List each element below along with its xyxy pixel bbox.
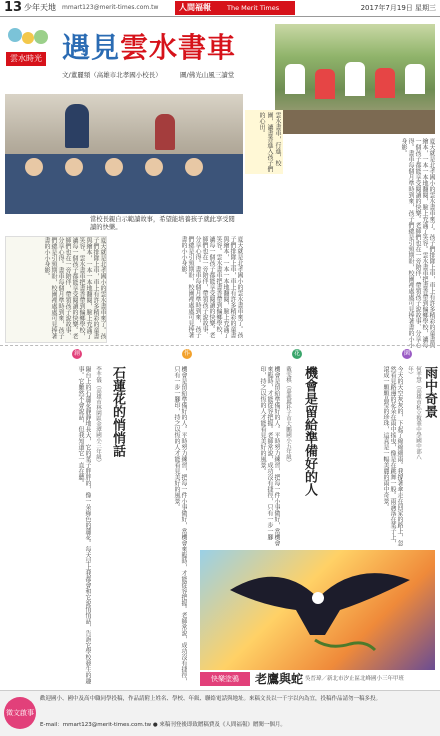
decor-circle-icon (8, 28, 22, 42)
story2-byline: 戴雯棋（嘉義縣朴子市大鵬國小五年級） (285, 366, 291, 465)
footer-text: 歡迎國小、國中及高中職同學投稿，作品請附上姓名、學校、年級、聯絡電話與地址。來稿文長以一千字以內為宜，投稿作品請勿一稿多投。 (40, 696, 382, 702)
story3-title: 石蓮花的悄悄話 (110, 366, 125, 457)
issue-date: 2017年7月19日 星期三 (360, 4, 436, 12)
feature-body-continued: 夏天就是北孝國小的雲水書車來了。孩子們排隊上車，車上有許多精彩的童書與繪本，一本一本地翻閱，臉上充滿了笑容。雲水書車把書香帶到偏鄉學校，讓每一個孩子都能享受閱讀的快樂。老師們也在一旁陪伴，帶領孩子說故事、分享心得。書車每個月準時到來，孩子們總是引頸期盼，校園裡處處可見捧著書的小小身影。 (180, 236, 243, 338)
art-byline: 吳晉瑋／新北市汐止區北峰國小三年甲班 (305, 676, 405, 682)
story3-body: 陽台上的石蓮花靜靜地長大，它的葉子胖胖的，像一朵綠色的蓮花。每天早上我都會和它說悄悄話，告訴它學校發生的趣事。它雖然不會說話，但我知道它一直在聽。 (77, 366, 91, 684)
story3-byline: 李芊儀（高雄市林園區金潭國小三年級） (95, 366, 101, 465)
photo-caption-top: 雲水書車，行進，校園，讓書香進入孩子們的心田。 (245, 110, 283, 174)
section-name: 少年天地 (24, 3, 56, 12)
byline-photo: 圖/佛光山風三讀堂 (180, 71, 235, 79)
creative-banner (0, 345, 440, 362)
story2-body: 機會是留給準備好的人。平時努力練習，把每一件小事做好，當機會來臨時，才能從容把握。老師常說，成功沒有捷徑，只有一步一腳印，持之以恆的人才能看見美好的風景。 (259, 366, 280, 546)
feature-badge: 雲水時光 (6, 26, 60, 72)
decor-circle-icon (22, 32, 34, 44)
story1-body: 今天的天空灰灰的，下起了綿綿細雨。我撐著傘走在回家的路上，忽然看見路邊的花朵在雨中搖曳，像是在跳舞一般。雨滴落在葉子上，滾成一顆顆晶瑩的珍珠，這真是一幅美麗的雨中奇景。 (382, 366, 403, 546)
banner-dot: 作 (183, 350, 190, 357)
footer-notice (0, 690, 440, 736)
story1-title: 雨中奇景 (422, 366, 437, 418)
feature-sidebar-text: 夏天就是北孝國小的雲水書車來了。孩子們排隊上車，車上有許多精彩的童書與繪本，一本一本地翻閱，臉上充滿了笑容。雲水書車把書香帶到偏鄉學校，讓每一個孩子都能享受閱讀的快樂。老師們也在一旁陪伴，帶領孩子說故事、分享心得。書車每個月準時到來，孩子們總是引頸期盼，校園裡處處可見捧著書的小小身影。 (5, 236, 107, 343)
eagle-icon (200, 550, 435, 670)
story1-byline: 何芊慧（高雄市私立復華中學國中部八年） (407, 366, 421, 460)
classroom-photo (5, 94, 243, 214)
masthead (0, 0, 440, 17)
contact-email: mmart123@merit-times.com.tw (62, 4, 159, 11)
banner-dot: 園 (403, 350, 410, 357)
story2-body-continued: 機會是留給準備好的人。平時努力練習，把每一件小事做好，當機會來臨時，才能從容把握。老師常說，成功沒有捷徑，只有一步一腳印，持之以恆的人才能看見美好的風景。 (173, 366, 187, 684)
feature-title: 遇見雲水書車 (62, 31, 237, 64)
photo-caption-bottom: 當校長親自示範讀故事，希望能培養孩子就此享受閱讀的快樂。 (90, 216, 235, 231)
byline-author: 文/董麗頻（高雄市北孝國小校長） (62, 71, 162, 79)
banner-dot: 花 (293, 350, 300, 357)
page-number: 13 (4, 0, 23, 15)
art-drawing (200, 550, 435, 670)
feature-body: 夏天就是北孝國小的雲水書車來了。孩子們排隊上車，車上有許多精彩的童書與繪本，一本一本地翻閱，臉上充滿了笑容。雲水書車把書香帶到偏鄉學校，讓每一個孩子都能享受閱讀的快樂。老師們也在一旁陪伴，帶領孩子說故事、分享心得。書車每個月準時到來，孩子們總是引頸期盼，校園裡處處可見捧著書的小小身影。 (400, 138, 435, 348)
decor-circle-icon (34, 30, 48, 44)
banner-dot: 創 (73, 350, 80, 357)
art-title: 老鷹與蛇 (255, 672, 304, 686)
students-photo (275, 24, 435, 134)
newspaper-logo: 人間福報 The Merit Times (175, 1, 295, 15)
story2-title: 機會是留給準備好的人 (302, 366, 317, 496)
footer-badge: 徵文啟事 (4, 697, 36, 729)
footer-email: E-mail：mmart123@merit-times.com.tw ● 來稿刊登後即致贈稿費及《人間福報》贈閱一個月。 (40, 722, 286, 728)
art-label: 快樂塗鴉 (200, 672, 250, 686)
